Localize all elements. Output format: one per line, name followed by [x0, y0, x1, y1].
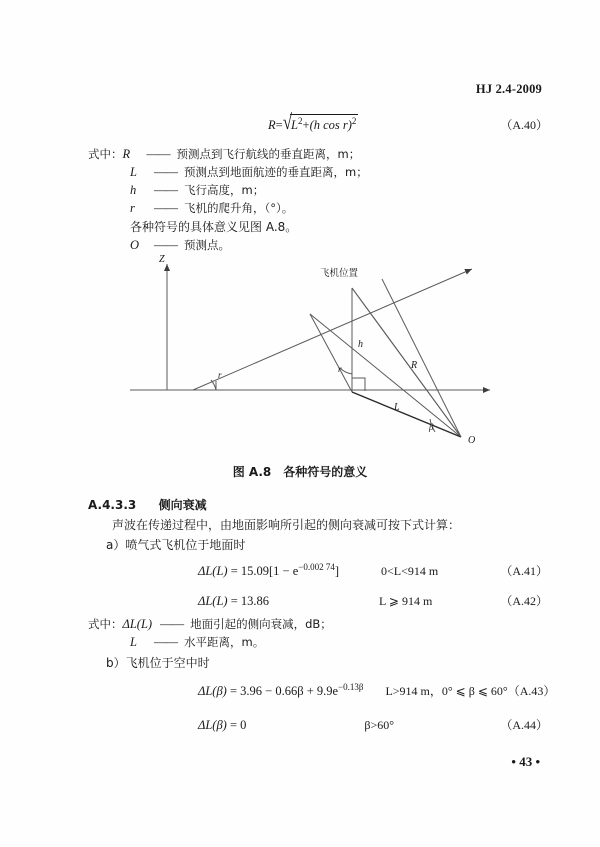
perpendicular-to-observer-line	[310, 314, 461, 437]
equation-a42-rhs: 13.86	[240, 594, 270, 608]
legend-intro-1: 式中：	[88, 147, 123, 161]
equation-a44-lhs: ΔL(β)	[198, 718, 227, 732]
equation-a42-body	[198, 594, 269, 609]
equation-a41-body	[198, 562, 339, 579]
label-height: h	[358, 339, 363, 350]
equation-a41-condition: 0<L<914 m	[381, 564, 439, 579]
equation-a40-body	[268, 110, 358, 134]
legend-row-h	[130, 182, 368, 198]
label-aircraft-position: 飞机位置	[320, 268, 359, 279]
legend-note: 各种符号的具体意义见图 A.8。	[130, 220, 298, 234]
radicand-term-1: L	[291, 118, 298, 133]
equation-a41-row	[88, 562, 548, 579]
right-angle-marker	[352, 378, 365, 391]
page-header-standard-code: HJ 2.4-2009	[475, 82, 542, 96]
section-heading	[88, 496, 207, 513]
legend-dash-h: ——	[154, 183, 177, 197]
upper-path-to-observer-line	[382, 279, 461, 437]
label-slant-range: R	[411, 360, 418, 371]
label-climb-angle-2: r	[338, 364, 342, 374]
label-climb-angle: r	[218, 370, 222, 380]
equation-a41-rhs: 15.09[1 − e	[240, 564, 299, 579]
label-observer-point: O	[468, 435, 476, 446]
section-title: 侧向衰减	[158, 498, 207, 512]
legend-row-horizontal-distance	[130, 634, 332, 650]
equation-a40-row	[88, 110, 548, 134]
legend-dash-l: ——	[154, 165, 177, 179]
equation-a41-relation: =	[230, 564, 238, 579]
equation-a40-relation: =	[275, 118, 283, 133]
legend-dash-delta-l: ——	[160, 617, 184, 631]
label-horizontal-distance: L	[394, 402, 400, 413]
legend-row-delta-l	[88, 616, 332, 632]
equation-a40-lhs: R	[268, 118, 276, 133]
legend-row-climb-angle	[130, 200, 368, 216]
equation-a40-sqrt	[282, 110, 359, 134]
legend-row-l	[130, 164, 368, 180]
equation-a43-exponent: −0.13β	[338, 682, 364, 692]
equation-a40-number: （A.40）	[500, 118, 548, 133]
radicand-term-2: (h cos r)	[309, 118, 352, 133]
legend-dash-horizontal-distance: ——	[154, 635, 177, 649]
legend-desc-climb-angle: 飞机的爬升角，（°）。	[184, 201, 294, 215]
legend-desc-r: 预测点到飞行航线的垂直距离，m；	[176, 147, 361, 161]
legend-dash-r: ——	[146, 147, 170, 161]
equation-a44-number: （A.44）	[500, 718, 548, 732]
legend-intro-2: 式中：	[88, 617, 123, 631]
legend-symbol-observer: O	[130, 238, 140, 252]
flight-path-line	[193, 269, 472, 390]
legend-symbol-l: L	[130, 165, 137, 179]
equation-a43-number: （A.43）	[507, 684, 556, 699]
equation-a43-body	[198, 682, 363, 699]
equation-a41-exponent: −0.002 74	[298, 562, 335, 572]
legend-block-1	[88, 146, 368, 253]
equation-a43-row	[88, 682, 556, 699]
perpendicular-drop-line	[310, 314, 352, 392]
legend-block-2	[88, 616, 332, 650]
legend-symbol-climb-angle: r	[130, 201, 135, 215]
legend-desc-h: 飞行高度，m；	[184, 183, 265, 197]
equation-a44-condition: β>60°	[364, 718, 395, 732]
equation-a41-rhs-tail: ]	[334, 564, 340, 579]
radicand-term-2-exponent: 2	[351, 116, 357, 126]
radical-sign: √	[282, 110, 293, 134]
equation-a44-relation: =	[229, 718, 238, 732]
figure-a8-caption: 图 A.8 各种符号的意义	[232, 465, 368, 479]
page-footer-number: • 43 •	[511, 754, 540, 769]
equation-a42-row	[88, 592, 548, 609]
equation-a41-number: （A.41）	[500, 564, 548, 579]
legend-row-r	[88, 146, 368, 162]
legend-desc-l: 预测点到地面航迹的垂直距离，m；	[184, 165, 368, 179]
legend-symbol-r: R	[122, 147, 131, 161]
label-beta-angle: β	[429, 422, 434, 432]
equation-a42-condition: L ⩾ 914 m	[379, 594, 433, 608]
legend-symbol-horizontal-distance: L	[130, 635, 137, 649]
figure-a8-diagram	[130, 250, 500, 460]
legend-desc-delta-l: 地面引起的侧向衰减，dB；	[190, 617, 332, 631]
equation-a44-body	[198, 718, 246, 733]
section-case-a: a）喷气式飞机位于地面时	[106, 538, 246, 552]
section-number: A.4.3.3	[88, 498, 137, 512]
equation-a44-row	[88, 716, 548, 733]
radicand-term-1-exponent: 2	[298, 116, 303, 126]
radicand-operator: +	[302, 118, 310, 133]
legend-desc-observer: 预测点。	[184, 238, 230, 252]
legend-symbol-delta-l: ΔL(L)	[122, 617, 153, 631]
equation-a44-rhs: 0	[240, 718, 247, 732]
equation-a43-rhs: 3.96 − 0.66β + 9.9e	[240, 684, 339, 699]
equation-a42-number: （A.42）	[500, 594, 548, 608]
section-paragraph: 声波在传递过程中，由地面影响所引起的侧向衰减可按下式计算：	[112, 518, 461, 532]
equation-a43-relation: =	[229, 684, 238, 699]
equation-a41-lhs: ΔL(L)	[198, 564, 228, 579]
equation-a42-lhs: ΔL(L)	[198, 594, 228, 608]
legend-dash-observer: ——	[154, 238, 177, 252]
label-z-axis: Z	[159, 254, 165, 265]
legend-desc-horizontal-distance: 水平距离，m。	[184, 635, 265, 649]
equation-a43-lhs: ΔL(β)	[198, 684, 227, 699]
legend-symbol-h: h	[130, 183, 137, 197]
legend-dash-climb-angle: ——	[154, 201, 177, 215]
section-case-b: b）飞机位于空中时	[106, 656, 210, 670]
equation-a43-condition: L>914 m，0° ⩽ β ⩽ 60°	[385, 684, 508, 699]
equation-a42-relation: =	[230, 594, 238, 608]
